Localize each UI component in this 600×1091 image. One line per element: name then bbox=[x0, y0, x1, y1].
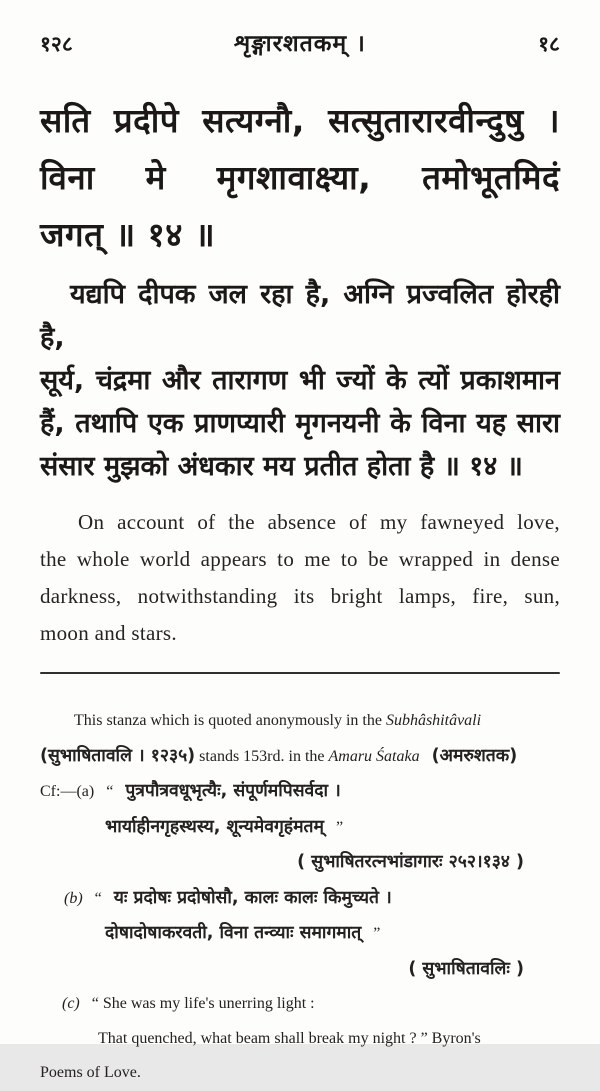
page-number-left: १२८ bbox=[40, 32, 73, 56]
citation-devanagari: (अमरुशतक) bbox=[431, 745, 518, 766]
commentary-line-4: संसार मुझको अंधकार मय प्रतीत होता है ॥ १४ ॥ bbox=[40, 451, 523, 482]
cited-work-title: Amaru Śataka bbox=[328, 747, 420, 765]
quote-label-a: Cf:—(a) bbox=[40, 783, 95, 800]
cited-work-title: Subhâshitâvali bbox=[385, 712, 482, 729]
quoted-english-source: Poems of Love. bbox=[40, 1064, 141, 1081]
footnote-quote-b-line-1 bbox=[40, 881, 560, 917]
footnote-quote-c-line-2 bbox=[40, 1022, 560, 1057]
footnote-citation-b bbox=[40, 952, 560, 988]
quoted-verse: यः प्रदोषः प्रदोषोसौ, कालः कालः किमुच्यते । bbox=[113, 887, 392, 908]
translation-line-3: darkness, notwithstanding its bright lamps, fire, sun, bbox=[40, 584, 560, 608]
commentary-line-2: सूर्य, चंद्रमा और तारागण भी ज्यों के त्यों प्रकाशमान bbox=[40, 365, 560, 396]
verse-line-3: जगत् ॥ १४ ॥ bbox=[40, 215, 216, 254]
verse-line-2: विना मे मृगशावाक्ष्या, तमोभूतमिदं bbox=[40, 158, 560, 197]
footnote-text: stands 153rd. in the bbox=[195, 747, 329, 765]
citation-source: ( सुभाषितावलिः ) bbox=[408, 958, 524, 979]
quote-label-c: (c) bbox=[62, 995, 80, 1012]
footnote-quote-a-line-1 bbox=[40, 774, 560, 810]
open-quote: “ bbox=[94, 889, 102, 907]
quoted-english: That quenched, what beam shall break my night ? ” Byron's bbox=[98, 1029, 481, 1047]
footnote-divider bbox=[40, 672, 560, 674]
quoted-verse: पुत्रपौत्रवधूभृत्यैः, संपूर्णमपिसर्वदा । bbox=[125, 781, 341, 801]
footnote-quote-b-line-2 bbox=[40, 916, 560, 952]
sanskrit-verse bbox=[40, 92, 560, 263]
footnote-quote-c-line-3 bbox=[40, 1056, 560, 1091]
hindi-commentary bbox=[40, 273, 560, 488]
quoted-verse: भार्याहीनगृहस्थस्य, शून्यमेवगृहंमतम् bbox=[105, 816, 324, 837]
commentary-line-3: हैं, तथापि एक प्राणप्यारी मृगनयनी के विना यह सारा bbox=[40, 408, 560, 439]
translation-line-2: the whole world appears to me to be wrapped in dense bbox=[40, 547, 560, 571]
quoted-verse: दोषादोषाकरवती, विना तन्व्याः समागमात् bbox=[105, 923, 362, 943]
footnote-text: This stanza which is quoted anonymously in the bbox=[74, 712, 386, 729]
quote-label-b: (b) bbox=[64, 889, 83, 907]
page-header bbox=[40, 26, 560, 58]
footnote-intro-line-1 bbox=[40, 704, 560, 739]
citation-devanagari: (सुभाषितावलि । १२३५) bbox=[40, 745, 196, 766]
book-title: शृङ्गारशतकम् । bbox=[234, 31, 366, 57]
page-number-right: १८ bbox=[538, 32, 560, 56]
commentary-line-1: यद्यपि दीपक जल रहा है, अग्नि प्रज्वलित होरही है, bbox=[40, 279, 560, 353]
translation-line-4: moon and stars. bbox=[40, 621, 177, 645]
footnote-section bbox=[40, 704, 560, 1091]
close-quote: ” bbox=[373, 925, 381, 942]
footnote-quote-c-line-1 bbox=[40, 987, 560, 1022]
open-quote: “ bbox=[106, 783, 114, 800]
footnote-intro-line-2 bbox=[40, 739, 560, 775]
verse-line-1: सति प्रदीपे सत्यग्नौ, सत्सुतारारवीन्दुषु । bbox=[40, 101, 560, 140]
quoted-english: “ She was my life's unerring light : bbox=[91, 995, 315, 1012]
citation-source: ( सुभाषितरत्नभांडागारः २५२।१३४ ) bbox=[297, 852, 524, 872]
close-quote: ” bbox=[336, 818, 344, 836]
footnote-citation-a bbox=[40, 845, 560, 881]
translation-line-1: On account of the absence of my fawneyed love, bbox=[78, 510, 560, 534]
english-translation bbox=[40, 504, 560, 652]
footnote-quote-a-line-2 bbox=[40, 810, 560, 846]
